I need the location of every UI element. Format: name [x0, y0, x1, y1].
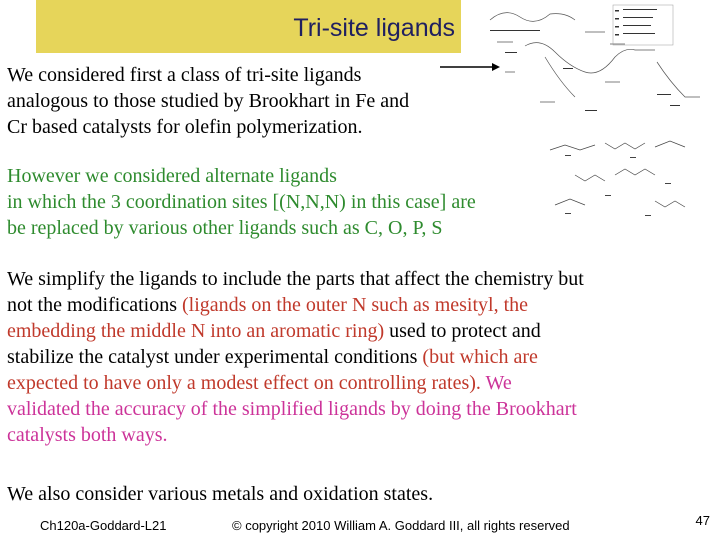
line: stabilize the catalyst under experimental conditions	[7, 346, 423, 368]
line: We considered first a class of tri-site ligands	[7, 64, 362, 86]
line: in which the 3 coordination sites [(N,N,N) in this case] are	[7, 191, 476, 213]
highlight-pink: validated the accuracy of the simplified ligands by doing the Brookhart	[7, 398, 577, 420]
paragraph-intro	[7, 62, 409, 140]
highlight-red: (ligands on the outer N such as mesityl, the	[181, 294, 529, 316]
highlight-red: (but which are	[422, 346, 538, 368]
paragraph-alternate-ligands	[7, 163, 476, 241]
line: used to protect and	[384, 320, 541, 342]
highlight-red: embedding the middle N into an aromatic ring)	[7, 320, 385, 342]
highlight-pink: We	[480, 372, 512, 394]
line: not the modifications	[7, 294, 182, 316]
pointer-arrow	[440, 62, 500, 72]
energy-diagram-figure	[485, 2, 715, 127]
footer-course: Ch120a-Goddard-L21	[40, 518, 167, 533]
line: We simplify the ligands to include the parts that affect the chemistry but	[7, 268, 584, 290]
line: We also consider various metals and oxidation states.	[7, 483, 434, 505]
ligand-sketches-figure	[545, 135, 705, 230]
highlight-red: expected to have only a modest effect on controlling rates).	[7, 372, 481, 394]
line: However we considered alternate ligands	[7, 165, 337, 187]
line: Cr based catalysts for olefin polymerization.	[7, 116, 363, 138]
paragraph-metals	[7, 481, 433, 507]
slide-title: Tri-site ligands	[293, 14, 455, 42]
highlight-pink: catalysts both ways.	[7, 424, 168, 446]
page-number: 47	[695, 513, 710, 528]
line: be replaced by various other ligands such as C, O, P, S	[7, 217, 443, 239]
footer-copyright: © copyright 2010 William A. Goddard III, all rights reserved	[232, 518, 570, 533]
line: analogous to those studied by Brookhart in Fe and	[7, 90, 410, 112]
paragraph-simplification	[7, 266, 584, 448]
